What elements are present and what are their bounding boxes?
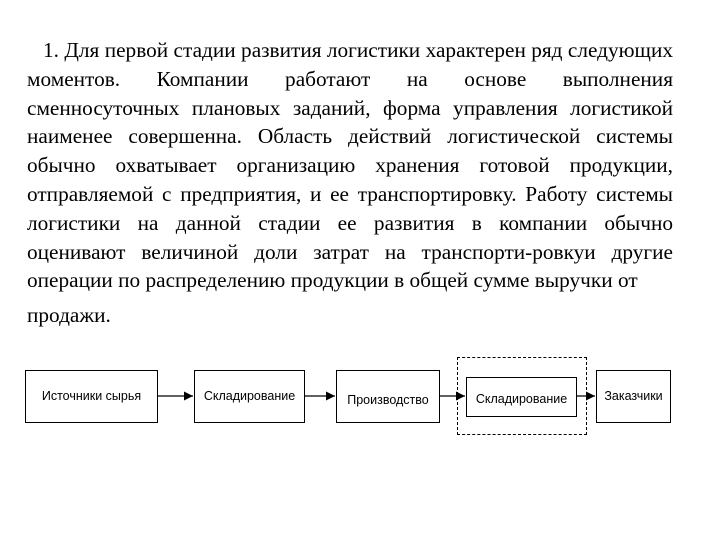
- box-label: Производство: [347, 393, 429, 407]
- paragraph-last-line: продажи.: [27, 303, 111, 328]
- box-label: Источники сырья: [41, 389, 142, 403]
- box-label: Складирование: [475, 392, 568, 406]
- box-warehousing-1: [194, 370, 305, 423]
- box-raw-materials: [25, 370, 158, 423]
- box-customers: [596, 370, 671, 423]
- box-label: Складирование: [203, 389, 296, 403]
- box-production: [336, 370, 440, 423]
- box-label: Заказчики: [604, 389, 663, 403]
- paragraph-text: 1. Для первой стадии развития логистики характерен ряд следующих моментов. Компании работают на основе выполнения сменносуточных плановых заданий, форма управления логистикой наименее совершенна. Область действий логистической системы обычно охватывает организацию хранения готовой продукции, отправляемой с предприятия, и ее транспортировку. Работу системы логистики на данной стадии ее развития в компании обычно оценивают величиной доли затрат на транспорти-ровкуи другие операции по распределению продукции в общей сумме выручки от: [27, 38, 673, 293]
- box-warehousing-2: [466, 377, 577, 417]
